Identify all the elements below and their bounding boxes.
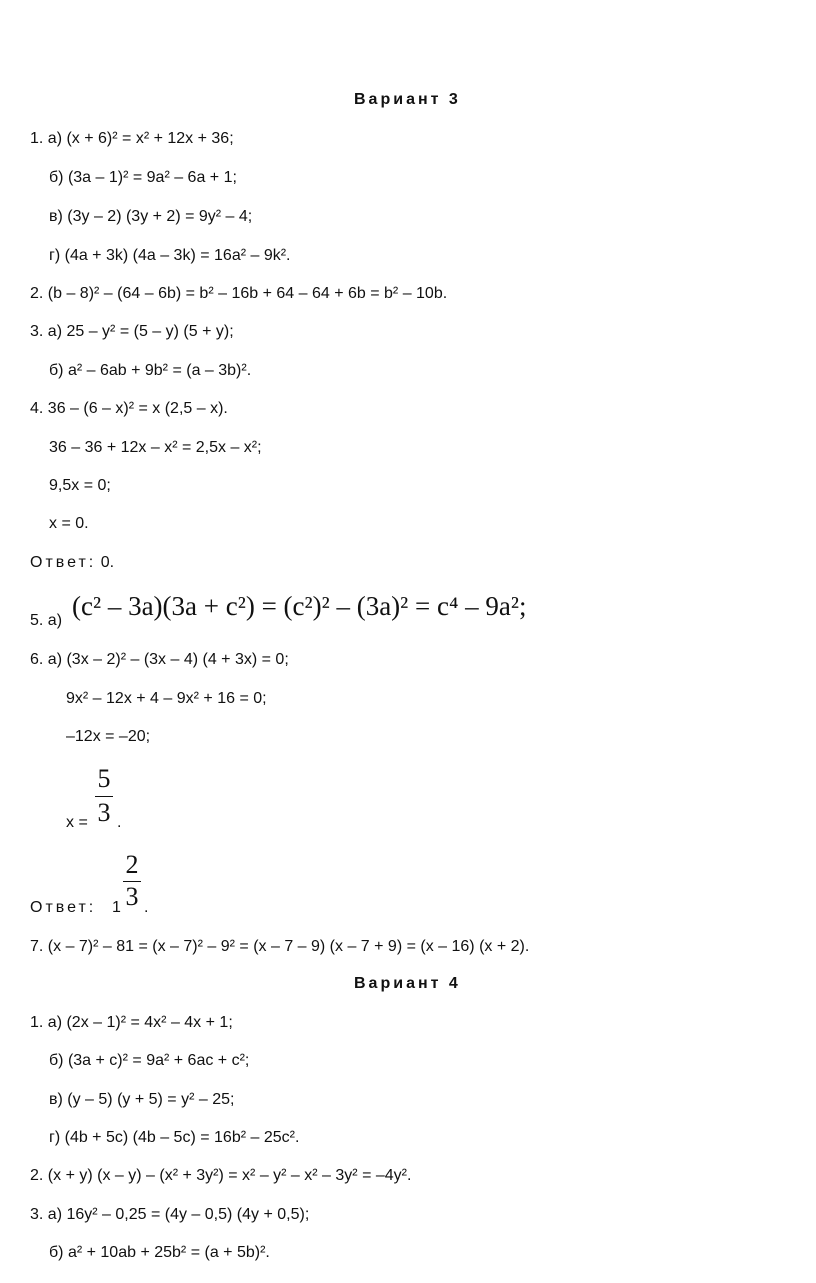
v4-task3a: 3. а) 16y² – 0,25 = (4y – 0,5) (4y + 0,5); (30, 1206, 310, 1223)
v3-answer4 (30, 553, 114, 573)
v3-task5-label: 5. а) (30, 612, 63, 629)
x-denominator: 3 (97, 798, 111, 827)
answer-value: 0. (100, 554, 115, 571)
answer-whole: 1 (112, 899, 121, 916)
v4-task1g: г) (4b + 5c) (4b – 5c) = 16b² – 25c². (49, 1129, 300, 1146)
v3-task6: 6. а) (3x – 2)² – (3x – 4) (4 + 3x) = 0; (30, 651, 289, 668)
v3-task4: 4. 36 – (6 – x)² = x (2,5 – x). (30, 400, 228, 417)
v3-task1b: б) (3a – 1)² = 9a² – 6a + 1; (49, 169, 237, 186)
v4-task1v: в) (y – 5) (y + 5) = y² – 25; (49, 1091, 235, 1108)
v3-task6-step2: –12x = –20; (66, 728, 151, 745)
v3-task4-step3: x = 0. (49, 515, 89, 532)
answer-numerator: 2 (125, 850, 139, 879)
answer-label: Ответ: (30, 899, 97, 916)
v3-task1g: г) (4a + 3k) (4a – 3k) = 16a² – 9k². (49, 247, 291, 264)
x-label: x = (66, 814, 88, 831)
v3-task6-step1: 9x² – 12x + 4 – 9x² + 16 = 0; (66, 690, 267, 707)
answer-denominator: 3 (125, 882, 139, 911)
answer-label: Ответ: (30, 554, 97, 571)
v3-task3b: б) a² – 6ab + 9b² = (a – 3b)². (49, 362, 252, 379)
v4-task2: 2. (x + y) (x – y) – (x² + 3y²) = x² – y² – x² – 3y² = –4y². (30, 1167, 412, 1184)
v4-task1a: 1. а) (2x – 1)² = 4x² – 4x + 1; (30, 1014, 233, 1031)
variant4-title: Вариант 4 (354, 975, 461, 992)
v3-task4-step1: 36 – 36 + 12x – x² = 2,5x – x²; (49, 439, 262, 456)
v4-task1b: б) (3a + c)² = 9a² + 6ac + c²; (49, 1052, 250, 1069)
answer-end: . (144, 899, 149, 916)
v3-task1v: в) (3y – 2) (3y + 2) = 9y² – 4; (49, 208, 253, 225)
x-end: . (117, 814, 122, 831)
v4-task3b: б) a² + 10ab + 25b² = (a + 5b)². (49, 1244, 270, 1261)
v3-task7: 7. (x – 7)² – 81 = (x – 7)² – 9² = (x – 7 – 9) (x – 7 + 9) = (x – 16) (x + 2). (30, 938, 530, 955)
x-numerator: 5 (97, 764, 111, 793)
v3-task1a: 1. а) (x + 6)² = x² + 12x + 36; (30, 130, 234, 147)
variant3-title: Вариант 3 (354, 91, 461, 108)
v3-task4-step2: 9,5x = 0; (49, 477, 111, 494)
v3-task3a: 3. а) 25 – y² = (5 – y) (5 + y); (30, 323, 234, 340)
v3-task2: 2. (b – 8)² – (64 – 6b) = b² – 16b + 64 – 64 + 6b = b² – 10b. (30, 285, 448, 302)
fraction-bar (95, 796, 113, 797)
v3-task5-formula: (c² – 3a)(3a + c²) = (c²)² – (3a)² = c⁴ – 9a²; (72, 591, 527, 621)
